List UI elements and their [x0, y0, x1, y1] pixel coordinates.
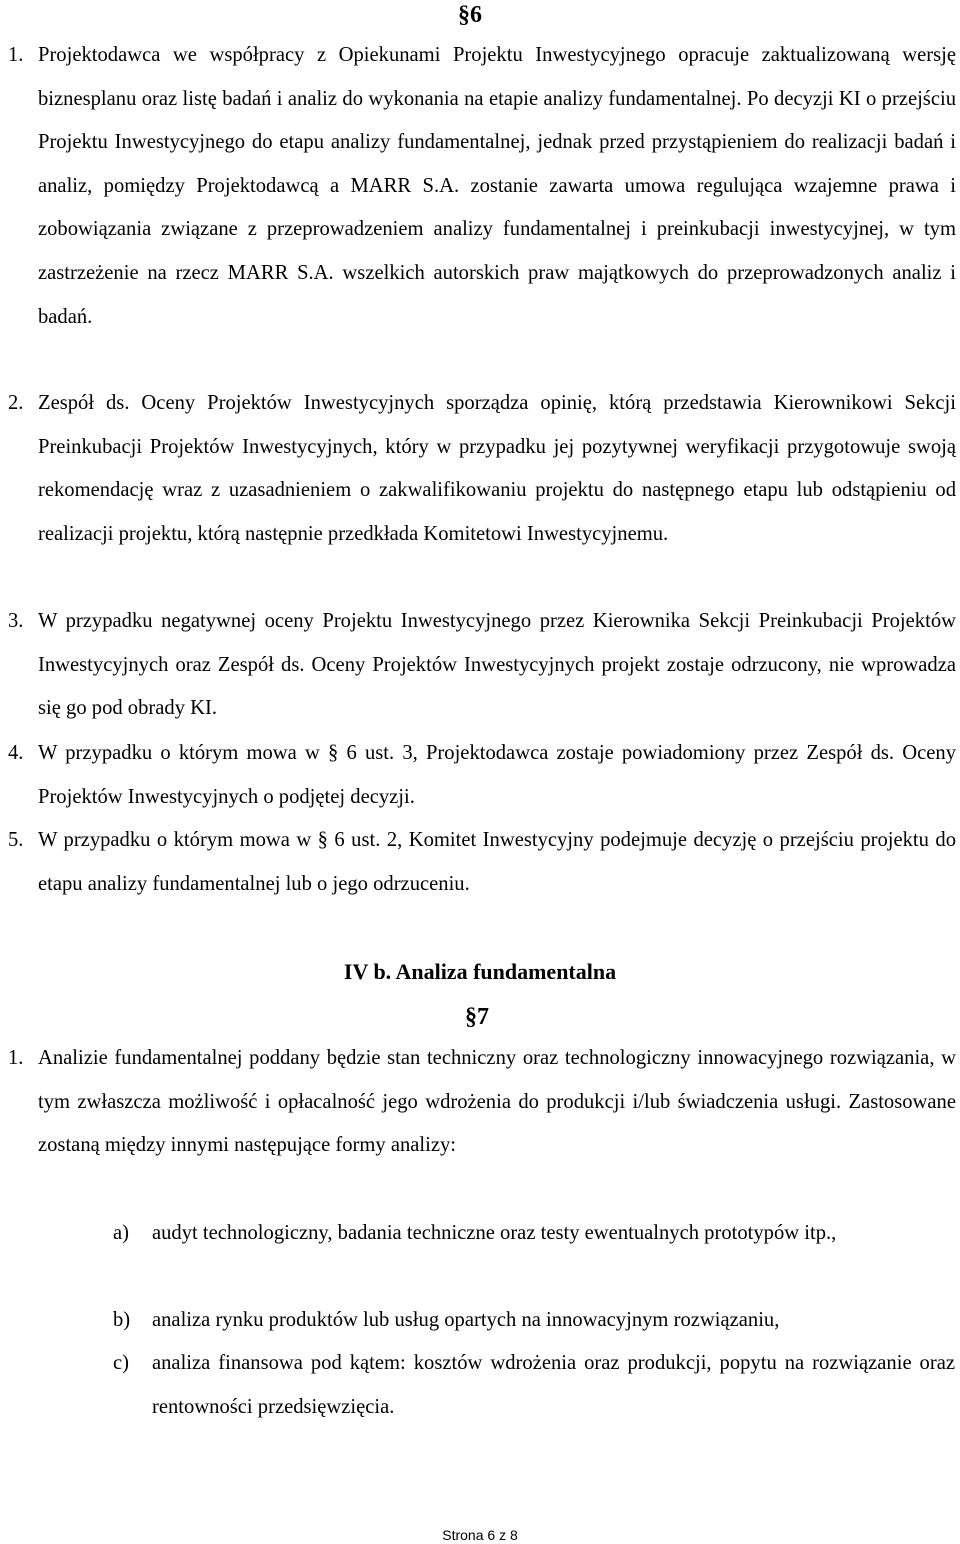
subitem-text: audyt technologiczny, badania techniczne oraz testy ewentualnych prototypów itp., — [152, 1222, 837, 1244]
item-text: W przypadku o którym mowa w § 6 ust. 3, Projektodawca zostaje powiadomiony przez Zespół ds. Oceny Projektów Inwestycyjnych o podjętej decyzji. — [38, 742, 956, 808]
item-number: 1. — [8, 1047, 24, 1069]
page-number: Strona 6 z 8 — [442, 1527, 518, 1543]
item-number: 4. — [8, 742, 24, 764]
item-number: 5. — [8, 829, 24, 851]
chapter-title: IV b. Analiza fundamentalna — [343, 959, 617, 984]
section-6-mark: §6 — [458, 2, 482, 28]
subitem-text: analiza rynku produktów lub usług opartych na innowacyjnym rozwiązaniu, — [152, 1309, 780, 1331]
subitem-letter: a) — [113, 1222, 129, 1244]
item-text: Analizie fundamentalnej poddany będzie stan techniczny oraz technologiczny innowacyjnego rozwiązania, w tym zwłaszcza możliwość i opłacalność jego wdrożenia do produkcji i/lub świadczenia usługi. Zastosowane zostaną między innymi następujące formy analizy: — [38, 1047, 956, 1157]
subitem-letter: b) — [113, 1309, 131, 1331]
subitem-letter: c) — [113, 1352, 129, 1374]
item-text: W przypadku negatywnej oceny Projektu Inwestycyjnego przez Kierownika Sekcji Preinkubacji Projektów Inwestycyjnych oraz Zespół ds. Oceny Projektów Inwestycyjnych projekt zostaje odrzucony, nie wprowadza się go pod obrady KI. — [38, 610, 956, 720]
item-number: 1. — [8, 44, 24, 66]
item-text: Zespół ds. Oceny Projektów Inwestycyjnych sporządza opinię, którą przedstawia Kierownikowi Sekcji Preinkubacji Projektów Inwestycyjnych, który w przypadku jej pozytywnej weryfikacji przygotowuje swoją rekomendację wraz z uzasadnieniem o zakwalifikowaniu projektu do następnego etapu lub odstąpieniu od realizacji projektu, którą następnie przedkłada Komitetowi Inwestycyjnemu. — [38, 392, 956, 545]
item-number: 2. — [8, 392, 24, 414]
section-7-mark: §7 — [465, 1004, 489, 1030]
item-text: W przypadku o którym mowa w § 6 ust. 2, Komitet Inwestycyjny podejmuje decyzję o przejściu projektu do etapu analizy fundamentalnej lub o jego odrzuceniu. — [38, 829, 956, 895]
item-number: 3. — [8, 610, 24, 632]
subitem-text: analiza finansowa pod kątem: kosztów wdrożenia oraz produkcji, popytu na rozwiązanie oraz rentowności przedsięwzięcia. — [152, 1352, 955, 1418]
item-text: Projektodawca we współpracy z Opiekunami Projektu Inwestycyjnego opracuje zaktualizowaną wersję biznesplanu oraz listę badań i analiz do wykonania na etapie analizy fundamentalnej. Po decyzji KI o przejściu Projektu Inwestycyjnego do etapu analizy fundamentalnej, jednak przed przystąpieniem do realizacji badań i analiz, pomiędzy Projektodawcą a MARR S.A. zostanie zawarta umowa regulująca wzajemne prawa i zobowiązania związane z przeprowadzeniem analizy fundamentalnej i preinkubacji inwestycyjnej, w tym zastrzeżenie na rzecz MARR S.A. wszelkich autorskich praw majątkowych do przeprowadzonych analiz i badań. — [38, 44, 956, 328]
